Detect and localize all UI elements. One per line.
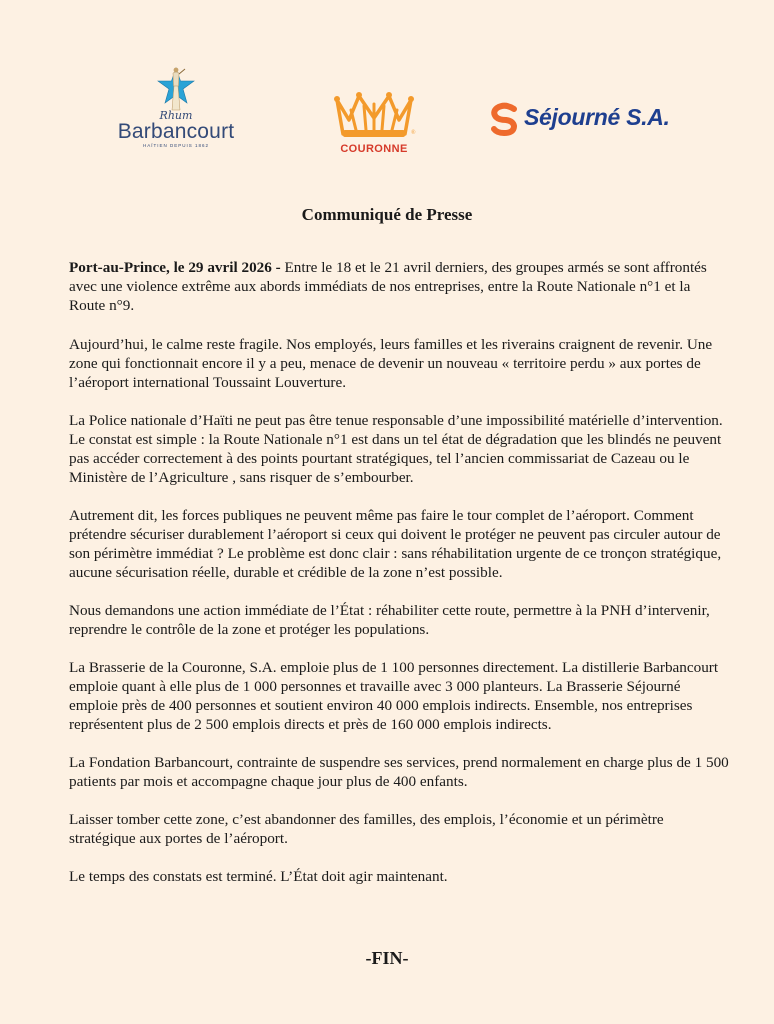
paragraph-intro <box>69 258 729 315</box>
crown-icon <box>331 90 417 142</box>
closing-mark: -FIN- <box>365 948 409 968</box>
couronne-logo <box>328 90 420 156</box>
sejourne-logo <box>490 100 670 140</box>
paragraph: La Brasserie de la Couronne, S.A. emploie plus de 1 100 personnes directement. La distillerie Barbancourt emploie quant à elle plus de 1 000 personnes et travaille avec 3 000 planteurs. La Brasserie Séjourné emploie près de 400 personnes et soutient environ 40 000 emplois indirects. Ensemble, nos entreprises représentent plus de 2 500 emplois directs et près de 160 000 emplois indirects. <box>69 659 719 733</box>
registered-mark: ® <box>411 130 416 136</box>
sejourne-s-emblem-icon <box>490 102 520 136</box>
paragraph: La Fondation Barbancourt, contrainte de suspendre ses services, prend normalement en charge plus de 1 500 patients par mois et accompagne chaque jour plus de 400 enfants. <box>69 754 729 790</box>
couronne-wordmark: COURONNE <box>340 143 408 155</box>
paragraph: La Police nationale d’Haïti ne peut pas être tenue responsable d’une impossibilité matérielle d’intervention. Le constat est simple : la Route Nationale n°1 est dans un tel état de dégradation que les blindés ne peuvent pas accéder correctement à des points pourtant stratégiques, tel l’ancien commissariat de Cazeau ou le Ministère de l’Agriculture , sans risquer de s’embourber. <box>69 412 723 486</box>
barbancourt-wordmark: Barbancourt <box>117 120 235 143</box>
star-figure-icon <box>156 66 196 112</box>
dateline: Port-au-Prince, le 29 avril 2026 - <box>69 259 281 276</box>
barbancourt-script: Rhum <box>159 109 193 122</box>
logo-row <box>0 60 774 160</box>
barbancourt-logo <box>112 66 240 158</box>
document-body <box>69 258 729 905</box>
paragraph-intro-text: Entre le 18 et le 21 avril derniers, des groupes armés se sont affrontés avec une violence extrême aux abords immédiats de nos entreprises, entre la Route Nationale n°1 et la Route n°9. <box>69 259 707 314</box>
paragraph: Le temps des constats est terminé. L’État doit agir maintenant. <box>69 868 448 885</box>
paragraph: Laisser tomber cette zone, c’est abandonner des familles, des emplois, l’économie et un périmètre stratégique aux portes de l’aéroport. <box>69 811 664 847</box>
sejourne-wordmark: Séjourné S.A. <box>524 104 670 130</box>
document-title: Communiqué de Presse <box>301 205 473 224</box>
paragraph: Aujourd’hui, le calme reste fragile. Nos employés, leurs familles et les riverains craignent de revenir. Une zone qui fonctionnait encore il y a peu, menace de devenir un nouveau « territoire perdu » aux portes de l’aéroport international Toussaint Louverture. <box>69 336 713 391</box>
paragraph: Autrement dit, les forces publiques ne peuvent même pas faire le tour complet de l’aéroport. Comment prétendre sécuriser durablement l’aéroport si ceux qui doivent le protéger ne peuvent pas circuler autour de son périmètre immédiat ? Le problème est donc clair : sans réhabilitation urgente de ce tronçon stratégique, aucune sécurisation réelle, durable et crédible de la zone n’est possible. <box>69 507 722 581</box>
barbancourt-tagline: HAÏTIEN DEPUIS 1862 <box>142 143 210 148</box>
paragraph: Nous demandons une action immédiate de l’État : réhabiliter cette route, permettre à la PNH d’intervenir, reprendre le contrôle de la zone et protéger les populations. <box>69 602 710 638</box>
